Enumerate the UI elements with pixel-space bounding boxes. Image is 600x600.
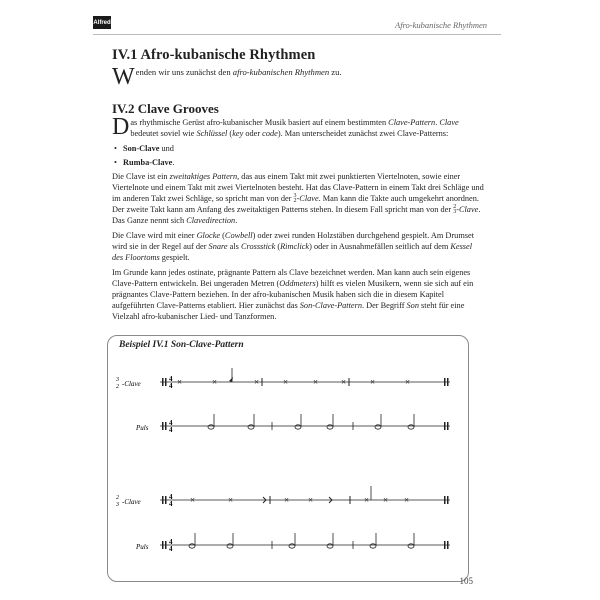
clave-notes xyxy=(177,368,410,387)
time-fraction: 2 3 xyxy=(453,204,457,216)
svg-text:×: × xyxy=(404,495,410,505)
page xyxy=(93,10,501,590)
staff-fraction-top: 3 xyxy=(116,377,119,383)
svg-text:×: × xyxy=(228,495,234,505)
svg-text:×: × xyxy=(254,377,260,387)
pulse-notes xyxy=(189,533,414,549)
paragraph: Im Grunde kann jedes ostinate, prägnante Pattern als Clave bezeichnet werden. Man kann auch sein eigenes Clave-Pattern entwickeln. Bei ungeraden Metren (Oddmeters) hilft es vielen Musikern, wenn sie sich auf ein prägnantes Clave-Pattern beziehen. In der afro-kubanischen Musik haben sich die in diesem Kapitel aufgeführten Clave-Patterns etabliert. Hier zunächst das Son-Clave-Pattern. Der Begriff Son steht für eine Vielzahl afro-kubanischer Lied- und Tanzformen. xyxy=(112,268,474,322)
staff-clave-2 xyxy=(115,486,450,508)
svg-text:×: × xyxy=(190,495,196,505)
staff-clave-1 xyxy=(115,368,450,390)
staff-fraction-bottom: 3 xyxy=(116,502,119,508)
svg-text:×: × xyxy=(308,495,314,505)
time-sig-bottom: 4 xyxy=(169,545,173,553)
staff-puls-2 xyxy=(135,533,450,553)
staff-label: Puls xyxy=(136,424,149,432)
section-2-title: IV.2 Clave Grooves xyxy=(112,101,219,116)
time-sig-top: 4 xyxy=(169,375,173,383)
svg-text:×: × xyxy=(284,495,290,505)
header-rule xyxy=(93,34,501,35)
paragraph: Die Clave wird mit einer Glocke (Cowbell) oder zwei runden Holzstäben durchgehend gespielt. Am Drumset wird sie in der Regel auf der Snare als Crossstick (Rimclick) oder in Ausnahmefällen seitlich auf dem Kessel des Floortoms gespielt. xyxy=(112,231,474,263)
paragraph: Das rhythmische Gerüst afro-kubanischer Musik basiert auf einem bestimmten Clave-Pattern. Clave bedeutet soviel wie Schlüssel (key oder code). Man unterscheidet zunächst zwei Clave-Patterns: xyxy=(112,114,459,140)
section-1-title: IV.1 Afro-kubanische Rhythmen xyxy=(112,47,316,63)
svg-text:×: × xyxy=(364,495,370,505)
staff-label: Puls xyxy=(136,543,149,551)
svg-text:×: × xyxy=(212,377,218,387)
time-fraction: 3 2 xyxy=(293,193,297,205)
section-1-intro: Wenden wir uns zunächst den afro-kubanischen Rhythmen zu. xyxy=(112,64,342,90)
clave-list xyxy=(112,143,484,168)
svg-text:×: × xyxy=(341,377,347,387)
time-sig-bottom: 4 xyxy=(169,500,173,508)
svg-text:×: × xyxy=(177,377,183,387)
publisher-logo: Alfred xyxy=(93,16,111,29)
clave-notes xyxy=(190,486,409,505)
svg-text:×: × xyxy=(313,377,319,387)
example-title: Beispiel IV.1 Son-Clave-Pattern xyxy=(119,340,244,350)
drop-cap: D xyxy=(112,114,130,140)
section-2-body xyxy=(112,114,484,326)
staff-label: -Clave xyxy=(122,380,141,388)
list-item: • Rumba-Clave. xyxy=(123,157,484,168)
time-sig-top: 4 xyxy=(169,419,173,427)
svg-text:×: × xyxy=(370,377,376,387)
svg-text:×: × xyxy=(405,377,411,387)
time-sig-bottom: 4 xyxy=(169,382,173,390)
page-number: 105 xyxy=(459,576,473,586)
time-sig-top: 4 xyxy=(169,538,173,546)
staff-label: -Clave xyxy=(122,498,141,506)
staff-fraction-bottom: 2 xyxy=(116,384,119,390)
example-box xyxy=(107,335,469,582)
pulse-notes xyxy=(208,414,414,430)
list-item: • Son-Clave und xyxy=(123,143,484,154)
time-sig-top: 4 xyxy=(169,493,173,501)
svg-text:×: × xyxy=(283,377,289,387)
time-sig-bottom: 4 xyxy=(169,426,173,434)
notation-svg xyxy=(108,336,468,581)
svg-text:×: × xyxy=(383,495,389,505)
staff-fraction-top: 2 xyxy=(116,495,119,501)
drop-cap: W xyxy=(112,64,135,90)
running-title: Afro-kubanische Rhythmen xyxy=(395,20,487,30)
staff-puls-1 xyxy=(135,414,450,434)
paragraph: Die Clave ist ein zweitaktiges Pattern, das aus einem Takt mit zwei punktierten Viertelnoten, sowie einer Viertelnote und einem Takt mit zwei Viertelnoten besteht. Hat das Clave-Pattern in einem Takt drei Schläge und im anderen Takt zwei Schläge, so spricht man von der 3 2-Clave. Man kann die Takte auch umgekehrt anordnen. Der zweite Takt kann am Anfang des zweitaktigen Patterns stehen. In diesem Fall spricht man von der 2 3-Clave. Das Ganze nennt sich Clavedirection. xyxy=(112,172,484,226)
